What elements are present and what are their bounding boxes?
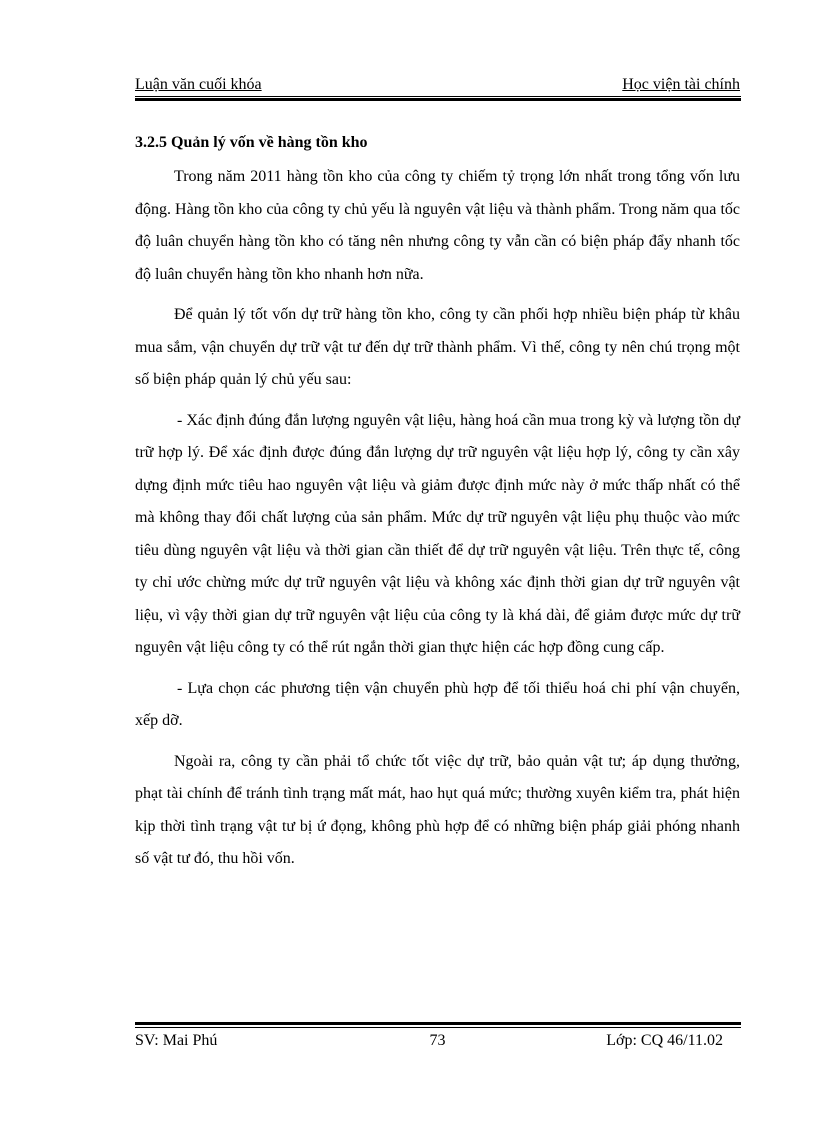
body-paragraph: Ngoài ra, công ty cần phải tổ chức tốt việc dự trữ, bảo quản vật tư; áp dụng thưởng, phạt tài chính để tránh tình trạng mất mát, hao hụt quá mức; thường xuyên kiểm tra, phát hiện kịp thời tình trạng vật tư bị ứ đọng, không phù hợp để có những biện pháp giải phóng nhanh số vật tư đó, thu hồi vốn.: [135, 752, 740, 867]
bullet-paragraph: - Xác định đúng đắn lượng nguyên vật liệu, hàng hoá cần mua trong kỳ và lượng tồn dự trữ hợp lý. Để xác định được đúng đắn lượng dự trữ nguyên vật liệu hợp lý, công ty cần xây dựng định mức tiêu hao nguyên vật liệu và giảm được định mức này ở mức thấp nhất có thể mà không thay đổi chất lượng của sản phẩm. Mức dự trữ nguyên vật liệu phụ thuộc vào mức tiêu dùng nguyên vật liệu và thời gian cần thiết để dự trữ nguyên vật liệu. Trên thực tế, công ty chỉ ước chừng mức dự trữ nguyên vật liệu và không xác định thời gian dự trữ nguyên vật liệu, vì vậy thời gian dự trữ nguyên vật liệu của công ty là khá dài, để giảm được mức dự trữ nguyên vật liệu công ty có thể rút ngắn thời gian thực hiện các hợp đồng cung cấp.: [135, 411, 740, 656]
footer-divider: [135, 1027, 741, 1028]
page-header: [135, 76, 740, 94]
page-body: [135, 130, 740, 876]
body-paragraph: Trong năm 2011 hàng tồn kho của công ty chiếm tỷ trọng lớn nhất trong tổng vốn lưu động. Hàng tồn kho của công ty chủ yếu là nguyên vật liệu và thành phẩm. Trong năm qua tốc độ luân chuyển hàng tồn kho có tăng nên nhưng công ty vẫn cần có biện pháp đẩy nhanh tốc độ luân chuyển hàng tồn kho nhanh hơn nữa.: [135, 168, 740, 283]
footer-student-name: SV: Mai Phú: [135, 1032, 218, 1049]
bullet-paragraph: - Lựa chọn các phương tiện vận chuyển phù hợp để tối thiểu hoá chi phí vận chuyển, xếp dỡ.: [135, 679, 740, 729]
body-paragraph: Để quản lý tốt vốn dự trữ hàng tồn kho, công ty cần phối hợp nhiều biện pháp từ khâu mua sắm, vận chuyển dự trữ vật tư đến dự trữ thành phẩm. Vì thế, công ty nên chú trọng một số biện pháp quản lý chủ yếu sau:: [135, 306, 740, 388]
header-divider-thick: [135, 98, 741, 101]
header-divider: [135, 96, 741, 97]
footer-class-code: Lớp: CQ 46/11.02: [606, 1032, 723, 1049]
section-heading: 3.2.5 Quản lý vốn về hàng tồn kho: [135, 134, 368, 151]
header-thesis-title: Luận văn cuối khóa: [135, 76, 262, 93]
footer-divider-thick: [135, 1022, 741, 1025]
page-number: 73: [429, 1032, 446, 1049]
header-institution: Học viện tài chính: [622, 76, 740, 93]
page-footer: [135, 1031, 740, 1051]
